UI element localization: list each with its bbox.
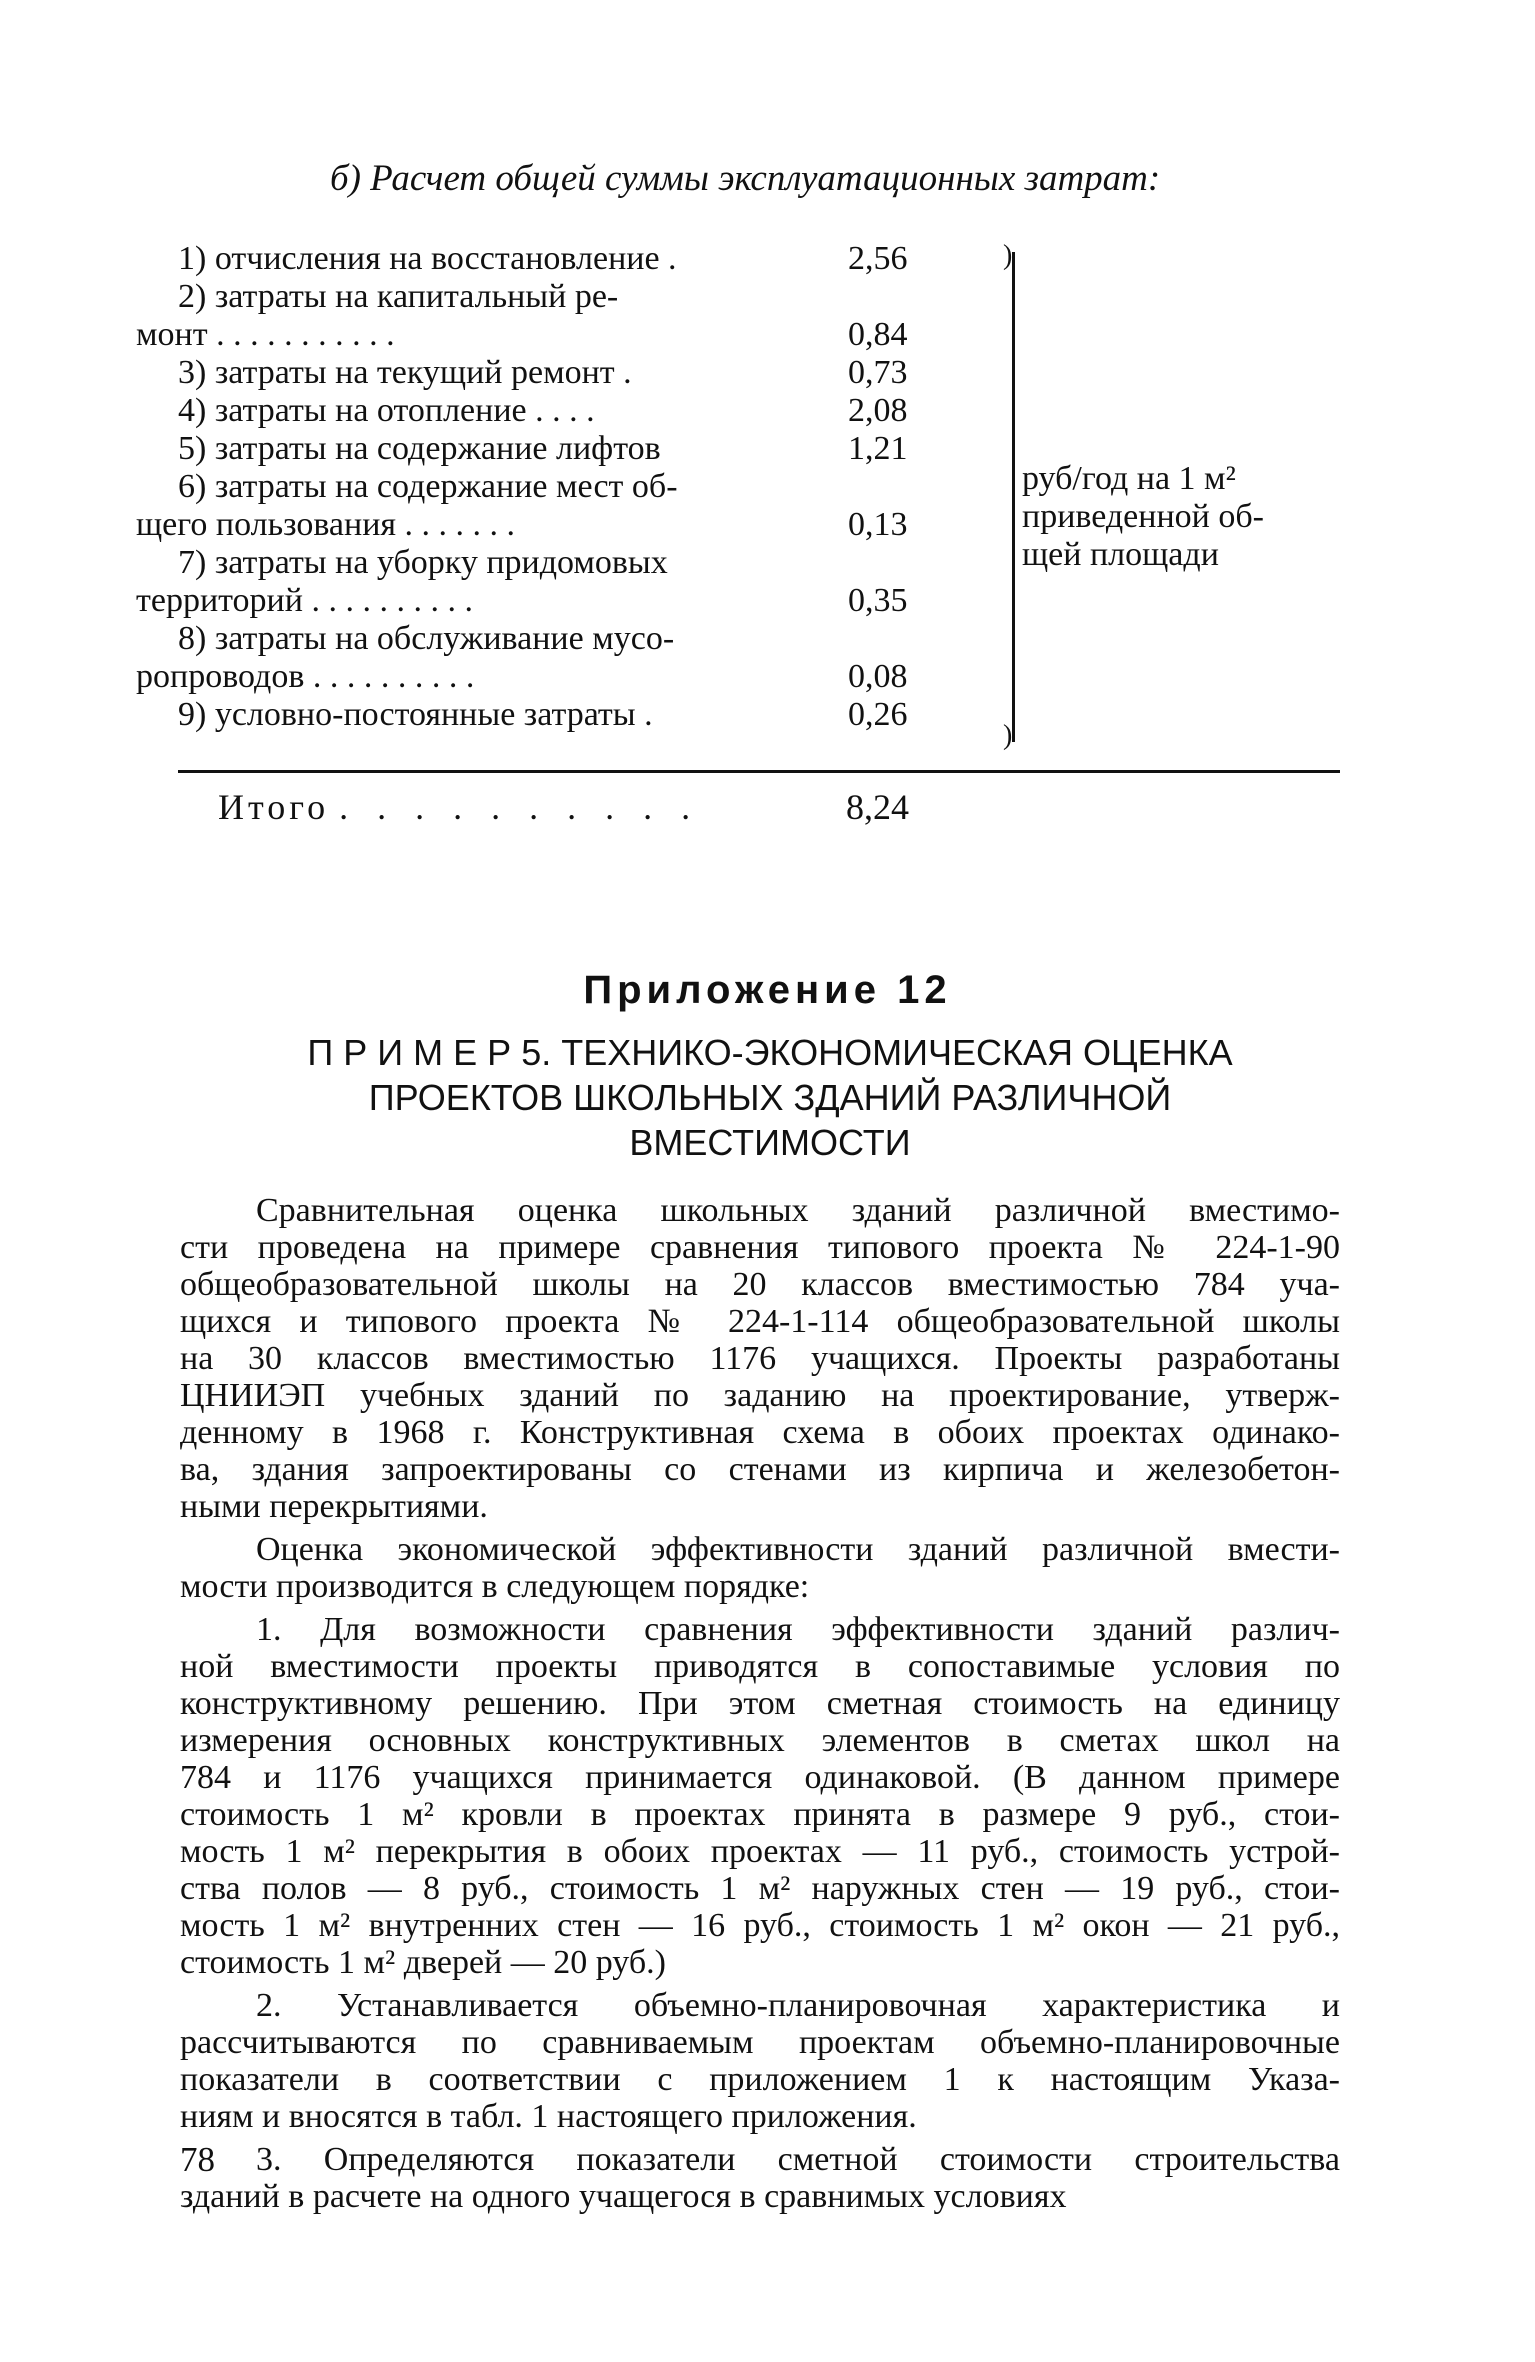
- cost-item-line: территорий . . . . . . . . . .: [136, 582, 473, 619]
- paragraph-line: ниям и вносятся в табл. 1 настоящего приложения.: [180, 2098, 917, 2135]
- cost-item: [178, 696, 938, 734]
- cost-item-text: [136, 278, 804, 354]
- cost-item: [136, 468, 938, 544]
- page-number: 78: [180, 2140, 215, 2179]
- cost-item-value: 0,26: [848, 696, 908, 733]
- paragraph-line: Оценка экономической эффективности зданий различной вмести-: [256, 1531, 1340, 1568]
- paragraph-line: мости производится в следующем порядке:: [180, 1568, 810, 1605]
- paragraph-line: стоимость 1 м² дверей — 20 руб.): [180, 1944, 666, 1981]
- paragraph-line: Сравнительная оценка школьных зданий различной вместимо-: [256, 1192, 1340, 1229]
- paragraph-line: 1. Для возможности сравнения эффективности зданий различ-: [256, 1611, 1340, 1648]
- total-row: [218, 786, 909, 828]
- cost-item: [178, 430, 938, 468]
- paragraph: [180, 1531, 1340, 1605]
- paragraph-line: мость 1 м² перекрытия в обоих проектах — 11 руб., стоимость устрой-: [180, 1833, 1340, 1870]
- brace-top: ): [1003, 240, 1013, 271]
- paragraph-line: 3. Определяются показатели сметной стоимости строительства: [256, 2141, 1340, 2178]
- paragraph-line: ва, здания запроектированы со стенами из кирпича и железобетон-: [180, 1451, 1340, 1488]
- cost-item-line: 6) затраты на содержание мест об-: [178, 468, 678, 505]
- total-rule: [178, 770, 1340, 773]
- cost-item-line: монт . . . . . . . . . . .: [136, 316, 395, 353]
- cost-item-line: 2) затраты на капитальный ре-: [178, 278, 619, 315]
- cost-item-line: 1) отчисления на восстановление .: [178, 240, 677, 277]
- paragraph: [180, 2141, 1340, 2215]
- cost-item-line: 7) затраты на уборку придомовых: [178, 544, 668, 581]
- paragraph-line: 2. Устанавливается объемно-планировочная характеристика и: [256, 1987, 1340, 2024]
- appendix-title: Приложение 12: [583, 968, 952, 1012]
- total-dots: . . . . . . . . . .: [339, 787, 701, 827]
- unit-line: приведенной об-: [1022, 498, 1264, 535]
- cost-item-text: [136, 468, 804, 544]
- example-title: [240, 1030, 1300, 1165]
- cost-item-text: [178, 354, 804, 392]
- cost-item-text: [178, 392, 804, 430]
- total-value: 8,24: [846, 787, 909, 827]
- paragraph-line: денному в 1968 г. Конструктивная схема в обоих проектах одинако-: [180, 1414, 1340, 1451]
- cost-item: [178, 240, 938, 278]
- cost-item-line: 3) затраты на текущий ремонт .: [178, 354, 632, 391]
- paragraph-line: щихся и типового проекта № 224-1-114 общеобразовательной школы: [180, 1303, 1340, 1340]
- example-title-line: П Р И М Е Р 5. ТЕХНИКО-ЭКОНОМИЧЕСКАЯ ОЦЕНКА: [307, 1032, 1233, 1073]
- paragraph-line: сти проведена на примере сравнения типового проекта № 224-1-90: [180, 1229, 1340, 1266]
- cost-item: [136, 278, 938, 354]
- paragraph-line: ной вместимости проекты приводятся в сопоставимые условия по: [180, 1648, 1340, 1685]
- paragraph-line: ными перекрытиями.: [180, 1488, 488, 1525]
- cost-item-value: 0,35: [848, 582, 908, 619]
- cost-item-value: 2,56: [848, 240, 908, 277]
- right-brace: [1012, 252, 1019, 742]
- unit-line: щей площади: [1022, 536, 1219, 573]
- cost-item: [136, 544, 938, 620]
- body-text: [180, 1192, 1340, 2221]
- paragraph-line: конструктивному решению. При этом сметная стоимость на единицу: [180, 1685, 1340, 1722]
- paragraph-line: показатели в соответствии с приложением 1 к настоящим Указа-: [180, 2061, 1340, 2098]
- cost-item-line: 8) затраты на обслуживание мусо-: [178, 620, 675, 657]
- brace-bottom: ): [1003, 720, 1013, 751]
- cost-item-line: 9) условно-постоянные затраты .: [178, 696, 653, 733]
- cost-item-line: 4) затраты на отопление . . . .: [178, 392, 595, 429]
- cost-item-text: [178, 240, 804, 278]
- unit-note: [1022, 460, 1340, 574]
- paragraph-line: измерения основных конструктивных элементов в сметах школ на: [180, 1722, 1340, 1759]
- paragraph: [180, 1987, 1340, 2135]
- cost-item-value: 0,84: [848, 316, 908, 353]
- cost-item-text: [136, 544, 804, 620]
- cost-item: [178, 392, 938, 430]
- cost-item-value: 1,21: [848, 430, 908, 467]
- cost-item-text: [178, 430, 804, 468]
- cost-list: [136, 240, 938, 734]
- paragraph-line: рассчитываются по сравниваемым проектам объемно-планировочные: [180, 2024, 1340, 2061]
- paragraph: [180, 1192, 1340, 1525]
- paragraph-line: на 30 классов вместимостью 1176 учащихся. Проекты разработаны: [180, 1340, 1340, 1377]
- example-title-line: ВМЕСТИМОСТИ: [629, 1122, 911, 1163]
- cost-item-line: ропроводов . . . . . . . . . .: [136, 658, 475, 695]
- cost-item-value: 0,73: [848, 354, 908, 391]
- total-label: Итого: [218, 787, 330, 827]
- paragraph-line: зданий в расчете на одного учащегося в сравнимых условиях: [180, 2178, 1067, 2215]
- paragraph-line: стоимость 1 м² кровли в проектах принята в размере 9 руб., стои-: [180, 1796, 1340, 1833]
- cost-item-value: 0,13: [848, 506, 908, 543]
- cost-item-line: щего пользования . . . . . . .: [136, 506, 516, 543]
- paragraph-line: ства полов — 8 руб., стоимость 1 м² наружных стен — 19 руб., стои-: [180, 1870, 1340, 1907]
- paragraph: [180, 1611, 1340, 1981]
- example-title-line: ПРОЕКТОВ ШКОЛЬНЫХ ЗДАНИЙ РАЗЛИЧНОЙ: [368, 1077, 1172, 1118]
- section-title: б) Расчет общей суммы эксплуатационных затрат:: [330, 158, 1161, 199]
- paragraph-line: мость 1 м² внутренних стен — 16 руб., стоимость 1 м² окон — 21 руб.,: [180, 1907, 1340, 1944]
- paragraph-line: ЦНИИЭП учебных зданий по заданию на проектирование, утверж-: [180, 1377, 1340, 1414]
- cost-item: [136, 620, 938, 696]
- cost-item-value: 0,08: [848, 658, 908, 695]
- cost-item-value: 2,08: [848, 392, 908, 429]
- cost-item-text: [178, 696, 804, 734]
- paragraph-line: 784 и 1176 учащихся принимается одинаковой. (В данном примере: [180, 1759, 1340, 1796]
- cost-item-text: [136, 620, 804, 696]
- unit-line: руб/год на 1 м²: [1022, 460, 1236, 497]
- paragraph-line: общеобразовательной школы на 20 классов вместимостью 784 уча-: [180, 1266, 1340, 1303]
- cost-item: [178, 354, 938, 392]
- cost-item-line: 5) затраты на содержание лифтов: [178, 430, 661, 467]
